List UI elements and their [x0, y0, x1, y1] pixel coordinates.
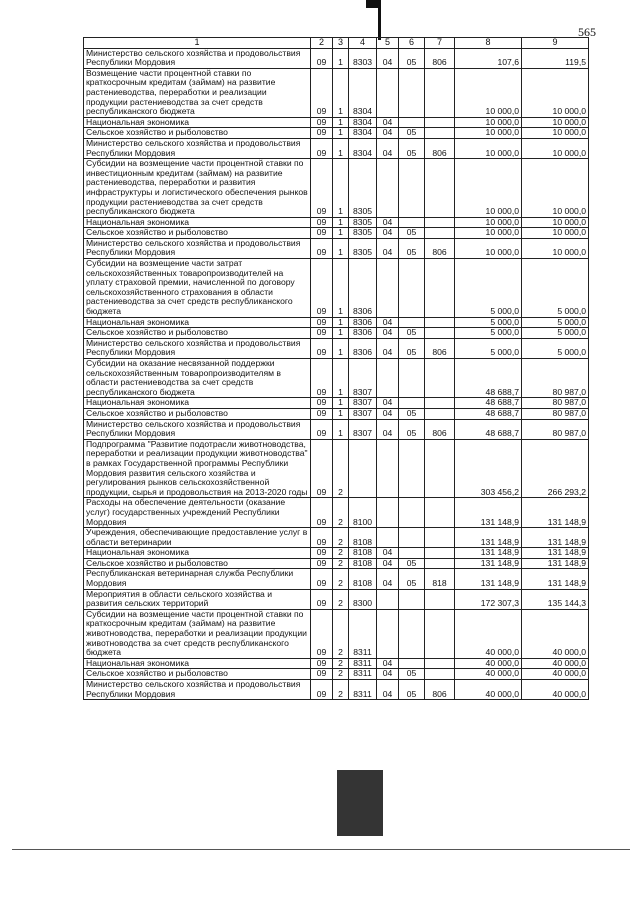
row-section-code: [377, 439, 399, 498]
row-subsection-code: 05: [399, 328, 425, 339]
row-subsection-code: [399, 398, 425, 409]
row-subprogram-code: 2: [333, 589, 349, 609]
row-amount-year-1: 48 688,7: [455, 419, 522, 439]
row-subsection-code: [399, 259, 425, 318]
table-row: [84, 217, 589, 228]
row-item-code: 8311: [349, 669, 377, 680]
row-item-code: 8307: [349, 419, 377, 439]
row-section-code: 04: [377, 398, 399, 409]
row-section-code: 04: [377, 419, 399, 439]
row-amount-year-1: 131 148,9: [455, 498, 522, 528]
row-dept-code: 806: [425, 138, 455, 158]
row-subsection-code: 05: [399, 338, 425, 358]
row-amount-year-1: 48 688,7: [455, 408, 522, 419]
row-item-code: 8305: [349, 238, 377, 258]
row-name: Сельское хозяйство и рыболовство: [84, 669, 311, 680]
header-cell-1: 1: [84, 38, 311, 49]
row-subprogram-code: 2: [333, 558, 349, 569]
row-amount-year-1: 10 000,0: [455, 217, 522, 228]
row-program-code: 09: [311, 589, 333, 609]
row-subprogram-code: 1: [333, 68, 349, 117]
table-row: [84, 68, 589, 117]
row-amount-year-1: 48 688,7: [455, 398, 522, 409]
row-program-code: 09: [311, 328, 333, 339]
row-item-code: 8304: [349, 138, 377, 158]
row-program-code: 09: [311, 317, 333, 328]
row-dept-code: [425, 228, 455, 239]
row-program-code: 09: [311, 558, 333, 569]
table-row: [84, 117, 589, 128]
row-item-code: 8304: [349, 128, 377, 139]
row-subprogram-code: 2: [333, 669, 349, 680]
row-amount-year-2: 5 000,0: [522, 338, 589, 358]
row-item-code: 8300: [349, 589, 377, 609]
row-dept-code: [425, 558, 455, 569]
row-amount-year-1: 10 000,0: [455, 68, 522, 117]
row-subsection-code: [399, 68, 425, 117]
row-dept-code: 806: [425, 680, 455, 700]
row-amount-year-2: 10 000,0: [522, 68, 589, 117]
row-section-code: 04: [377, 658, 399, 669]
header-cell-9: 9: [522, 38, 589, 49]
row-name: Министерство сельского хозяйства и продовольствия Республики Мордовия: [84, 419, 311, 439]
row-subprogram-code: 1: [333, 117, 349, 128]
row-item-code: 8311: [349, 609, 377, 658]
row-dept-code: [425, 548, 455, 559]
row-item-code: 8108: [349, 558, 377, 569]
row-section-code: 04: [377, 317, 399, 328]
row-amount-year-2: 10 000,0: [522, 128, 589, 139]
row-section-code: 04: [377, 408, 399, 419]
row-subsection-code: 05: [399, 680, 425, 700]
table-row: [84, 680, 589, 700]
table-row: [84, 317, 589, 328]
row-section-code: 04: [377, 558, 399, 569]
row-amount-year-1: 131 148,9: [455, 558, 522, 569]
row-program-code: 09: [311, 338, 333, 358]
table-row: [84, 528, 589, 548]
row-section-code: [377, 259, 399, 318]
table-row: [84, 398, 589, 409]
row-amount-year-1: 40 000,0: [455, 658, 522, 669]
header-cell-2: 2: [311, 38, 333, 49]
row-subsection-code: 05: [399, 128, 425, 139]
row-section-code: [377, 589, 399, 609]
row-subsection-code: [399, 439, 425, 498]
row-item-code: 8306: [349, 317, 377, 328]
table-row: [84, 609, 589, 658]
scan-bottom-rule: [12, 849, 630, 850]
row-amount-year-1: 5 000,0: [455, 259, 522, 318]
row-subprogram-code: 1: [333, 228, 349, 239]
row-amount-year-2: 5 000,0: [522, 328, 589, 339]
row-amount-year-2: 135 144,3: [522, 589, 589, 609]
row-name: Республиканская ветеринарная служба Республики Мордовия: [84, 569, 311, 589]
row-amount-year-1: 40 000,0: [455, 680, 522, 700]
row-program-code: 09: [311, 48, 333, 68]
header-cell-5: 5: [377, 38, 399, 49]
row-program-code: 09: [311, 259, 333, 318]
row-amount-year-1: 10 000,0: [455, 228, 522, 239]
row-subprogram-code: 1: [333, 138, 349, 158]
table-row: [84, 228, 589, 239]
row-amount-year-2: 40 000,0: [522, 669, 589, 680]
row-subprogram-code: 1: [333, 328, 349, 339]
row-subprogram-code: 2: [333, 439, 349, 498]
row-subprogram-code: 2: [333, 609, 349, 658]
row-program-code: 09: [311, 359, 333, 398]
row-name: Субсидии на оказание несвязанной поддержки сельскохозяйственным товаропроизводителям в области растениеводства за счет средств республиканского бюджета: [84, 359, 311, 398]
row-dept-code: [425, 609, 455, 658]
row-subsection-code: 05: [399, 138, 425, 158]
row-subprogram-code: 2: [333, 548, 349, 559]
row-section-code: 04: [377, 138, 399, 158]
row-subsection-code: [399, 498, 425, 528]
row-amount-year-1: 10 000,0: [455, 159, 522, 218]
row-subsection-code: [399, 658, 425, 669]
row-amount-year-2: 131 148,9: [522, 558, 589, 569]
row-section-code: 04: [377, 328, 399, 339]
row-amount-year-2: 131 148,9: [522, 528, 589, 548]
row-subsection-code: 05: [399, 569, 425, 589]
row-amount-year-1: 131 148,9: [455, 548, 522, 559]
row-name: Подпрограмма "Развитие подотрасли животноводства, переработки и реализации продукции животноводства" в рамках Государственной программы Республики Мордовия развития сельского хозяйства и регулирования рынков сельскохозяйственной продукции, сырья и продовольствия на 2013-2020 годы: [84, 439, 311, 498]
row-section-code: 04: [377, 48, 399, 68]
row-dept-code: [425, 259, 455, 318]
row-subprogram-code: 1: [333, 159, 349, 218]
table-row: [84, 419, 589, 439]
table-row: [84, 439, 589, 498]
row-item-code: 8108: [349, 528, 377, 548]
row-subsection-code: [399, 548, 425, 559]
row-program-code: 09: [311, 658, 333, 669]
header-row: [84, 38, 589, 49]
row-subsection-code: 05: [399, 669, 425, 680]
row-item-code: 8304: [349, 68, 377, 117]
row-amount-year-2: 80 987,0: [522, 398, 589, 409]
row-dept-code: 806: [425, 48, 455, 68]
row-item-code: 8305: [349, 217, 377, 228]
row-amount-year-2: 10 000,0: [522, 228, 589, 239]
row-dept-code: [425, 359, 455, 398]
table-row: [84, 569, 589, 589]
row-subprogram-code: 1: [333, 419, 349, 439]
row-item-code: 8311: [349, 658, 377, 669]
row-amount-year-1: 10 000,0: [455, 117, 522, 128]
row-name: Возмещение части процентной ставки по краткосрочным кредитам (займам) на развитие растениеводства, переработки и реализации продукции растениеводства за счет средств республиканского бюджета: [84, 68, 311, 117]
table-row: [84, 159, 589, 218]
row-name: Министерство сельского хозяйства и продовольствия Республики Мордовия: [84, 48, 311, 68]
row-amount-year-2: 10 000,0: [522, 217, 589, 228]
row-subprogram-code: 2: [333, 498, 349, 528]
row-name: Национальная экономика: [84, 548, 311, 559]
table-row: [84, 669, 589, 680]
row-name: Министерство сельского хозяйства и продовольствия Республики Мордовия: [84, 138, 311, 158]
row-dept-code: [425, 159, 455, 218]
row-amount-year-1: 48 688,7: [455, 359, 522, 398]
table-row: [84, 498, 589, 528]
row-dept-code: [425, 68, 455, 117]
table-row: [84, 238, 589, 258]
table-row: [84, 338, 589, 358]
row-subsection-code: 05: [399, 419, 425, 439]
row-program-code: 09: [311, 419, 333, 439]
row-subprogram-code: 1: [333, 338, 349, 358]
row-program-code: 09: [311, 439, 333, 498]
row-item-code: 8306: [349, 259, 377, 318]
row-dept-code: [425, 317, 455, 328]
row-amount-year-1: 10 000,0: [455, 128, 522, 139]
table-body: [84, 38, 589, 700]
row-subprogram-code: 1: [333, 217, 349, 228]
row-program-code: 09: [311, 398, 333, 409]
row-program-code: 09: [311, 609, 333, 658]
row-name: Национальная экономика: [84, 117, 311, 128]
row-program-code: 09: [311, 498, 333, 528]
row-name: Министерство сельского хозяйства и продовольствия Республики Мордовия: [84, 680, 311, 700]
budget-table-wrap: [83, 37, 588, 700]
row-subprogram-code: 1: [333, 259, 349, 318]
table-row: [84, 658, 589, 669]
row-name: Сельское хозяйство и рыболовство: [84, 228, 311, 239]
row-section-code: 04: [377, 117, 399, 128]
row-program-code: 09: [311, 669, 333, 680]
row-amount-year-1: 10 000,0: [455, 138, 522, 158]
row-subprogram-code: 1: [333, 317, 349, 328]
row-dept-code: 806: [425, 419, 455, 439]
row-amount-year-1: 5 000,0: [455, 338, 522, 358]
table-row: [84, 408, 589, 419]
row-amount-year-1: 131 148,9: [455, 569, 522, 589]
row-subsection-code: [399, 217, 425, 228]
row-amount-year-2: 40 000,0: [522, 658, 589, 669]
row-program-code: 09: [311, 228, 333, 239]
row-item-code: 8100: [349, 498, 377, 528]
row-subsection-code: [399, 117, 425, 128]
row-dept-code: [425, 328, 455, 339]
row-subsection-code: [399, 359, 425, 398]
header-cell-3: 3: [333, 38, 349, 49]
row-amount-year-1: 10 000,0: [455, 238, 522, 258]
table-row: [84, 128, 589, 139]
row-name: Расходы на обеспечение деятельности (оказание услуг) государственных учреждений Республики Мордовия: [84, 498, 311, 528]
row-amount-year-2: 80 987,0: [522, 408, 589, 419]
row-section-code: 04: [377, 238, 399, 258]
row-subprogram-code: 2: [333, 680, 349, 700]
row-section-code: 04: [377, 680, 399, 700]
row-subprogram-code: 1: [333, 359, 349, 398]
row-item-code: 8304: [349, 117, 377, 128]
row-name: Национальная экономика: [84, 317, 311, 328]
row-dept-code: 806: [425, 338, 455, 358]
row-amount-year-2: 40 000,0: [522, 680, 589, 700]
row-section-code: [377, 498, 399, 528]
row-name: Министерство сельского хозяйства и продовольствия Республики Мордовия: [84, 238, 311, 258]
row-amount-year-1: 131 148,9: [455, 528, 522, 548]
row-amount-year-1: 172 307,3: [455, 589, 522, 609]
row-subsection-code: 05: [399, 408, 425, 419]
row-dept-code: 806: [425, 238, 455, 258]
row-amount-year-1: 40 000,0: [455, 609, 522, 658]
row-amount-year-2: 131 148,9: [522, 498, 589, 528]
row-name: Национальная экономика: [84, 658, 311, 669]
row-amount-year-2: 131 148,9: [522, 548, 589, 559]
row-item-code: 8306: [349, 328, 377, 339]
row-section-code: 04: [377, 228, 399, 239]
row-dept-code: [425, 658, 455, 669]
row-amount-year-2: 80 987,0: [522, 359, 589, 398]
page-number: 565: [578, 25, 596, 39]
row-amount-year-2: 10 000,0: [522, 238, 589, 258]
row-item-code: 8307: [349, 408, 377, 419]
row-name: Учреждения, обеспечивающие предоставление услуг в области ветеринарии: [84, 528, 311, 548]
row-subsection-code: [399, 589, 425, 609]
row-dept-code: [425, 439, 455, 498]
row-item-code: 8307: [349, 359, 377, 398]
row-subprogram-code: 1: [333, 48, 349, 68]
row-program-code: 09: [311, 117, 333, 128]
row-section-code: [377, 68, 399, 117]
row-item-code: 8305: [349, 159, 377, 218]
row-name: Субсидии на возмещение части процентной ставки по инвестиционным кредитам (займам) на развитие растениеводства, переработки и развития инфраструктуры и логистического обеспечения рынков продукции растениеводства за счет средств республиканского бюджета: [84, 159, 311, 218]
row-name: Субсидии на возмещение части затрат сельскохозяйственных товаропроизводителей на уплату страховой премии, начисленной по договору сельскохозяйственного страхования в области растениеводства за счет средств республиканского бюджета: [84, 259, 311, 318]
row-program-code: 09: [311, 569, 333, 589]
row-program-code: 09: [311, 548, 333, 559]
row-subsection-code: [399, 317, 425, 328]
row-dept-code: 818: [425, 569, 455, 589]
row-amount-year-2: 10 000,0: [522, 138, 589, 158]
row-name: Сельское хозяйство и рыболовство: [84, 558, 311, 569]
row-dept-code: [425, 408, 455, 419]
table-row: [84, 359, 589, 398]
row-program-code: 09: [311, 68, 333, 117]
row-program-code: 09: [311, 217, 333, 228]
row-subsection-code: 05: [399, 48, 425, 68]
row-program-code: 09: [311, 680, 333, 700]
header-cell-6: 6: [399, 38, 425, 49]
row-item-code: 8108: [349, 569, 377, 589]
row-subsection-code: [399, 528, 425, 548]
row-section-code: 04: [377, 338, 399, 358]
row-amount-year-2: 80 987,0: [522, 419, 589, 439]
table-row: [84, 558, 589, 569]
row-section-code: [377, 609, 399, 658]
table-row: [84, 138, 589, 158]
table-row: [84, 328, 589, 339]
row-amount-year-2: 131 148,9: [522, 569, 589, 589]
row-dept-code: [425, 498, 455, 528]
row-item-code: 8307: [349, 398, 377, 409]
row-subprogram-code: 2: [333, 569, 349, 589]
row-amount-year-2: 5 000,0: [522, 259, 589, 318]
row-amount-year-1: 5 000,0: [455, 317, 522, 328]
row-amount-year-1: 303 456,2: [455, 439, 522, 498]
row-section-code: 04: [377, 548, 399, 559]
row-name: Сельское хозяйство и рыболовство: [84, 408, 311, 419]
row-item-code: 8108: [349, 548, 377, 559]
binding-mark-bottom: [337, 770, 383, 836]
row-section-code: [377, 159, 399, 218]
row-dept-code: [425, 117, 455, 128]
row-name: Национальная экономика: [84, 217, 311, 228]
row-name: Мероприятия в области сельского хозяйства и развития сельских территорий: [84, 589, 311, 609]
row-subsection-code: 05: [399, 558, 425, 569]
row-item-code: 8303: [349, 48, 377, 68]
row-name: Сельское хозяйство и рыболовство: [84, 328, 311, 339]
row-amount-year-2: 10 000,0: [522, 117, 589, 128]
row-program-code: 09: [311, 138, 333, 158]
row-subprogram-code: 1: [333, 408, 349, 419]
row-section-code: [377, 359, 399, 398]
row-dept-code: [425, 128, 455, 139]
table-row: [84, 259, 589, 318]
row-amount-year-1: 5 000,0: [455, 328, 522, 339]
row-program-code: 09: [311, 159, 333, 218]
row-item-code: 8311: [349, 680, 377, 700]
row-amount-year-2: 10 000,0: [522, 159, 589, 218]
row-subprogram-code: 2: [333, 528, 349, 548]
table-row: [84, 48, 589, 68]
row-item-code: 8306: [349, 338, 377, 358]
row-dept-code: [425, 669, 455, 680]
row-subsection-code: [399, 609, 425, 658]
row-name: Субсидии на возмещение части процентной ставки по краткосрочным кредитам (займам) на развитие животноводства, переработки и реализации продукции животноводства за счет средств республиканского бюджета: [84, 609, 311, 658]
row-section-code: 04: [377, 669, 399, 680]
row-amount-year-2: 40 000,0: [522, 609, 589, 658]
row-amount-year-1: 40 000,0: [455, 669, 522, 680]
row-dept-code: [425, 589, 455, 609]
row-dept-code: [425, 528, 455, 548]
row-section-code: 04: [377, 569, 399, 589]
table-row: [84, 548, 589, 559]
row-amount-year-1: 107,6: [455, 48, 522, 68]
row-subsection-code: [399, 159, 425, 218]
table-row: [84, 589, 589, 609]
row-name: Национальная экономика: [84, 398, 311, 409]
row-subprogram-code: 1: [333, 238, 349, 258]
row-name: Сельское хозяйство и рыболовство: [84, 128, 311, 139]
row-subprogram-code: 1: [333, 128, 349, 139]
row-subsection-code: 05: [399, 238, 425, 258]
row-subprogram-code: 2: [333, 658, 349, 669]
row-program-code: 09: [311, 408, 333, 419]
row-section-code: 04: [377, 217, 399, 228]
row-item-code: 8305: [349, 228, 377, 239]
row-program-code: 09: [311, 528, 333, 548]
row-dept-code: [425, 217, 455, 228]
row-subprogram-code: 1: [333, 398, 349, 409]
row-section-code: 04: [377, 128, 399, 139]
row-section-code: [377, 528, 399, 548]
row-amount-year-2: 119,5: [522, 48, 589, 68]
row-item-code: [349, 439, 377, 498]
row-subsection-code: 05: [399, 228, 425, 239]
header-cell-7: 7: [425, 38, 455, 49]
header-cell-8: 8: [455, 38, 522, 49]
budget-table: [83, 37, 589, 700]
row-program-code: 09: [311, 128, 333, 139]
row-name: Министерство сельского хозяйства и продовольствия Республики Мордовия: [84, 338, 311, 358]
row-program-code: 09: [311, 238, 333, 258]
row-amount-year-2: 266 293,2: [522, 439, 589, 498]
row-dept-code: [425, 398, 455, 409]
binding-mark-stem: [378, 0, 381, 40]
header-cell-4: 4: [349, 38, 377, 49]
row-amount-year-2: 5 000,0: [522, 317, 589, 328]
